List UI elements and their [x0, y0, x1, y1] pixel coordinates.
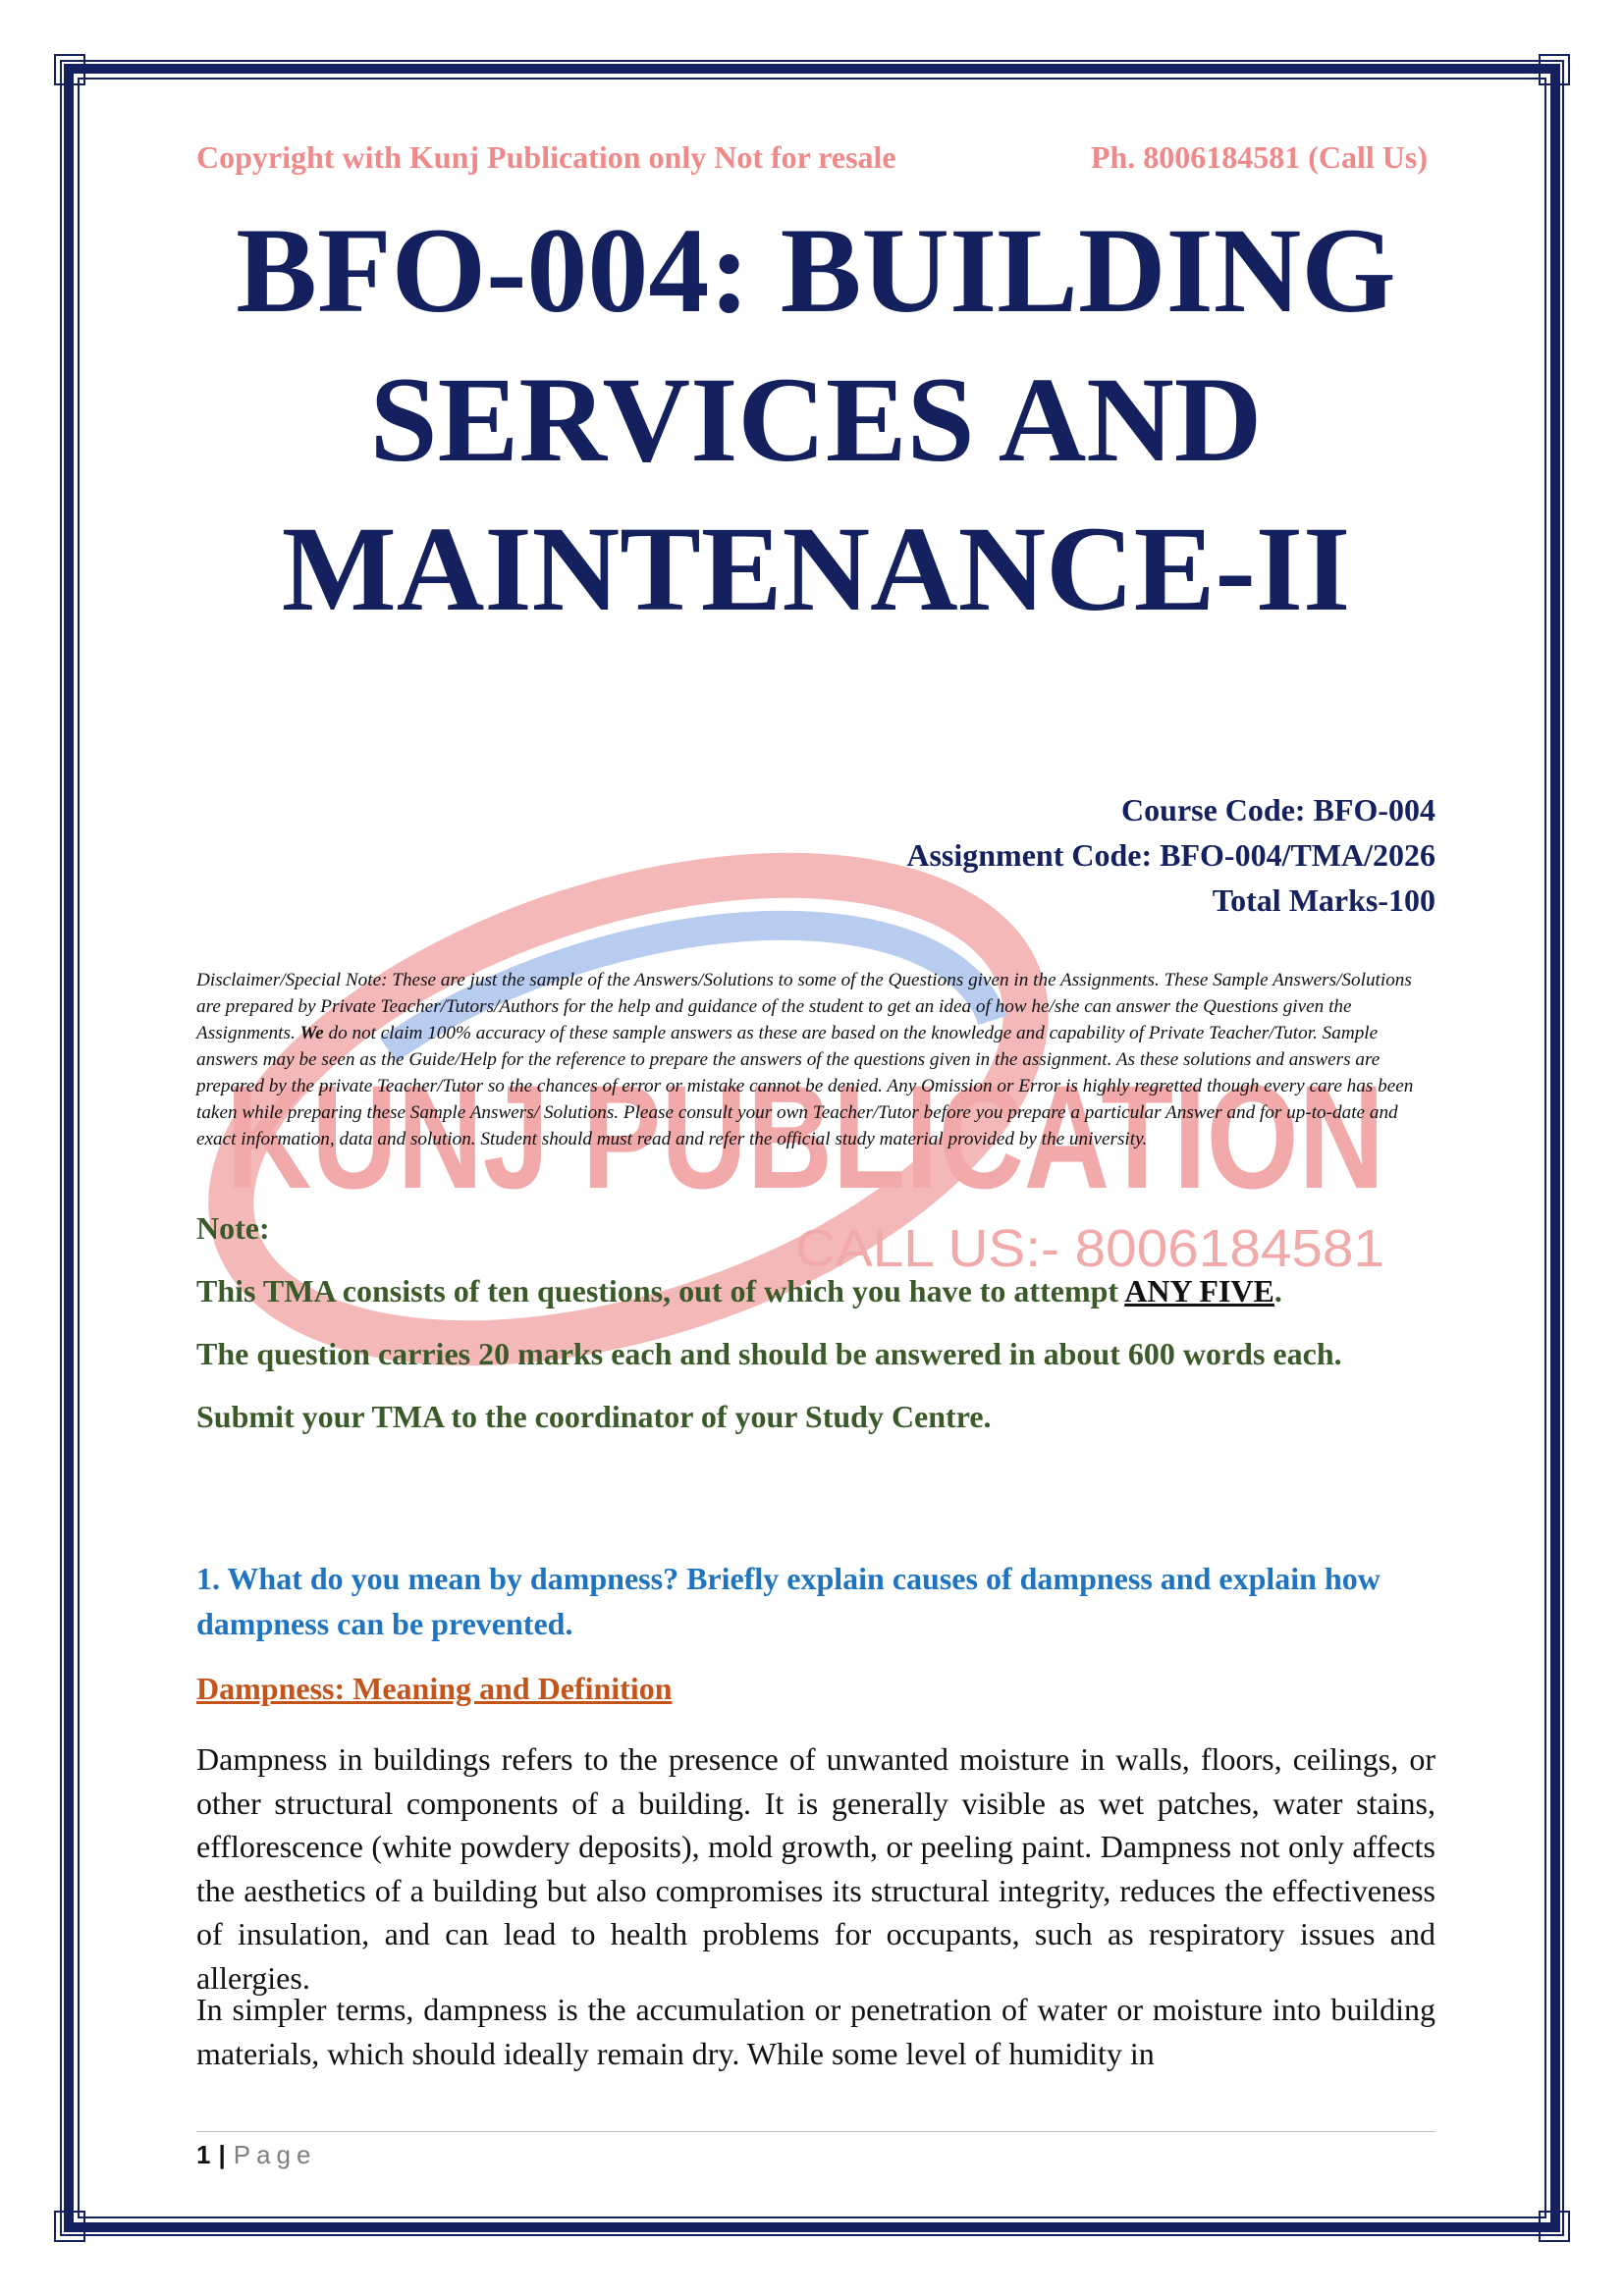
paragraph-1: Dampness in buildings refers to the presence of unwanted moisture in walls, floors, ceilings, or other structural components of a building. It is generally visible as wet patches, water stains, efflorescence (white powdery deposits), mold growth, or peeling paint. Dampness not only affects the aesthetics of a building but also compromises its structural integrity, reduces the effectiveness of insulation, and can lead to health problems for occupants, such as respiratory issues and allergies. — [196, 1741, 1435, 1996]
note-line-2: The question carries 20 marks each and should be answered in about 600 words each. — [196, 1336, 1342, 1371]
note-any-five: ANY FIVE — [1124, 1273, 1274, 1308]
footer-rule — [196, 2131, 1435, 2132]
copyright-text: Copyright with Kunj Publication only Not for resale — [196, 139, 896, 175]
note-line-1-prefix: This TMA consists of ten questions, out of which you have to attempt — [196, 1273, 1125, 1308]
title-line-1: BFO-004: BUILDING — [236, 203, 1396, 338]
footer-separator: | — [218, 2140, 226, 2169]
course-code: Course Code: BFO-004 — [1121, 792, 1435, 828]
note-block — [196, 1205, 1435, 1457]
question-1: 1. What do you mean by dampness? Briefly explain causes of dampness and explain how dampness can be prevented. — [196, 1561, 1380, 1641]
title-line-2: SERVICES AND — [369, 352, 1263, 487]
note-line-1 — [196, 1268, 1435, 1313]
note-label: Note: — [196, 1210, 270, 1246]
paragraph-2: In simpler terms, dampness is the accumulation or penetration of water or moisture into building materials, which should ideally remain dry. While some level of humidity in — [196, 1992, 1435, 2071]
copyright-header — [196, 139, 1435, 176]
note-line-1-suffix: . — [1273, 1273, 1282, 1308]
phone-text: Ph. 8006184581 (Call Us) — [1090, 139, 1428, 175]
page-footer — [196, 2140, 316, 2170]
assignment-code: Assignment Code: BFO-004/TMA/2026 — [906, 837, 1435, 873]
disclaimer-part-1: Disclaimer/Special Note: These are just the sample of the Answers/Solutions to some of the Questions given in the Assignments. These Sample Answers/Solutions are prepared by Private Teacher/Tutors/Authors for the help and guidance of the student to get an idea of how he/she can answer the Questions given the Assignments. — [196, 970, 1412, 1043]
disclaimer-we: We — [299, 1023, 324, 1043]
disclaimer — [196, 967, 1435, 1152]
watermark-brand: KUNJ PUBLICATION — [226, 1054, 1384, 1219]
course-meta — [196, 787, 1435, 923]
disclaimer-part-2: do not claim 100% accuracy of these sample answers as these are based on the knowledge and capability of Private Teacher/Tutor. Sample answers may be seen as the Guide/Help for the reference to prepare the answers of the questions given in the assignment. As these solutions and answers are prepared by the private Teacher/Tutor so the chances of error or mistake cannot be denied. Any Omission or Error is highly regretted though every care has been taken while preparing these Sample Answers/ Solutions. Please consult your own Teacher/Tutor before you prepare a particular Answer and for up-to-date and exact information, data and solution. Student should must read and refer the official study material provided by the university. — [196, 1023, 1414, 1149]
section-heading: Dampness: Meaning and Definition — [196, 1671, 673, 1706]
note-line-3: Submit your TMA to the coordinator of your Study Centre. — [196, 1399, 992, 1434]
total-marks: Total Marks-100 — [1212, 882, 1435, 918]
page-label: Page — [233, 2140, 317, 2169]
watermark-call: CALL US:- 8006184581 — [795, 1219, 1384, 1278]
document-title — [196, 196, 1435, 644]
page-number: 1 — [196, 2140, 211, 2169]
title-line-3: MAINTENANCE-II — [281, 502, 1351, 636]
